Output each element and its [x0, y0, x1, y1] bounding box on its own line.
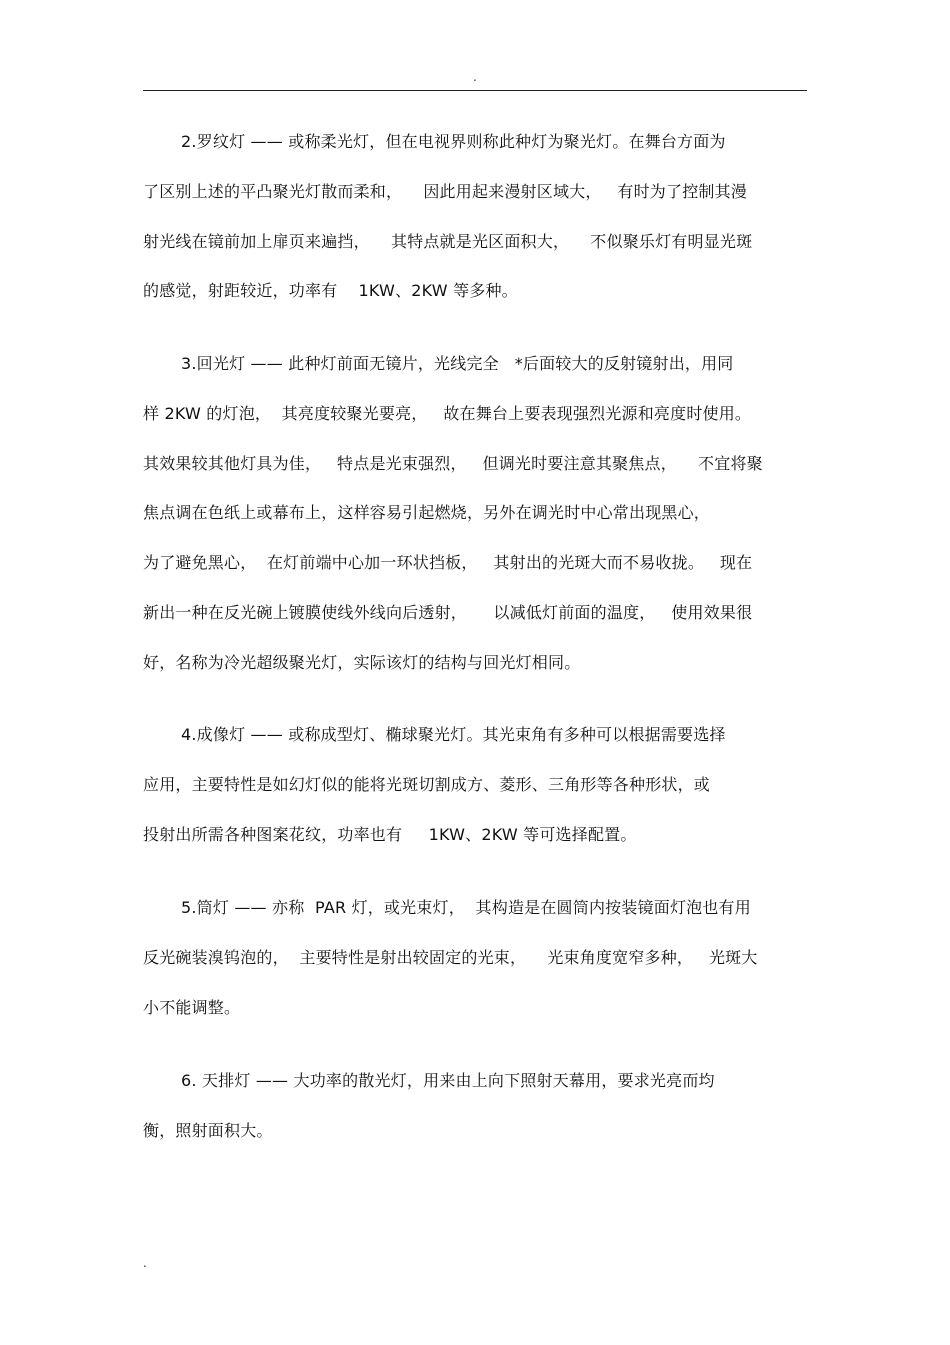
- paragraph-huiguang-light: [143, 349, 813, 698]
- text-line: 应用，主要特性是如幻灯似的能将光斑切割成方、菱形、三角形等各种形状，或: [143, 774, 711, 794]
- text-line: 为了避免黑心， 在灯前端中心加一环状挡板， 其射出的光斑大而不易收拢。 现在: [143, 553, 753, 573]
- text-line: 好，名称为冷光超级聚光灯，实际该灯的结构与回光灯相同。: [143, 652, 581, 672]
- text-line: 反光碗装溴钨泡的， 主要特性是射出较固定的光束， 光束角度宽窄多种， 光斑大: [143, 947, 758, 967]
- text-line: 其效果较其他灯具为佳， 特点是光束强烈， 但调光时要注意其聚焦点， 不宜将聚: [143, 453, 763, 473]
- text-line: 3.回光灯 —— 此种灯前面无镜片，光线完全 *后面较大的反射镜射出，用同: [181, 354, 734, 373]
- text-line: 小不能调整。: [143, 997, 241, 1017]
- text-line: 样 2KW 的灯泡， 其亮度较聚光要亮， 故在舞台上要表现强烈光源和亮度时使用。: [143, 403, 752, 423]
- text-line: 2.罗纹灯 —— 或称柔光灯，但在电视界则称此种灯为聚光灯。在舞台方面为: [181, 132, 726, 151]
- text-line: 5.筒灯 —— 亦称 PAR 灯，或光束灯， 其构造是在圆筒内按装镜面灯泡也有用: [181, 898, 751, 917]
- header-mark: .: [473, 70, 477, 84]
- text-line: 4.成像灯 —— 或称成型灯、椭球聚光灯。其光束角有多种可以根据需要选择: [181, 725, 726, 744]
- footer-mark: .: [143, 1256, 147, 1270]
- text-line: 6. 天排灯 —— 大功率的散光灯，用来由上向下照射天幕用，要求光亮而均: [181, 1071, 715, 1090]
- text-line: 衡，照射面积大。: [143, 1120, 273, 1140]
- text-line: 焦点调在色纸上或幕布上，这样容易引起燃烧，另外在调光时中心常出现黑心，: [143, 503, 711, 523]
- paragraph-tianpai-light: [143, 1066, 813, 1166]
- text-line: 投射出所需各种图案花纹，功率也有 1KW、2KW 等可选择配置。: [143, 824, 637, 844]
- header-rule: [143, 90, 807, 91]
- text-line: 新出一种在反光碗上镀膜使线外线向后透射， 以减低灯前面的温度， 使用效果很: [143, 602, 753, 622]
- text-line: 射光线在镜前加上扉页来遍挡， 其特点就是光区面积大， 不似聚乐灯有明显光斑: [143, 231, 753, 251]
- paragraph-luowen-light: [143, 127, 813, 326]
- text-line: 的感觉，射距较近，功率有 1KW、2KW 等多种。: [143, 281, 518, 301]
- paragraph-tong-light: [143, 893, 813, 1042]
- paragraph-chengxiang-light: [143, 720, 813, 869]
- text-line: 了区别上述的平凸聚光灯散而柔和， 因此用起来漫射区域大， 有时为了控制其漫: [143, 181, 748, 201]
